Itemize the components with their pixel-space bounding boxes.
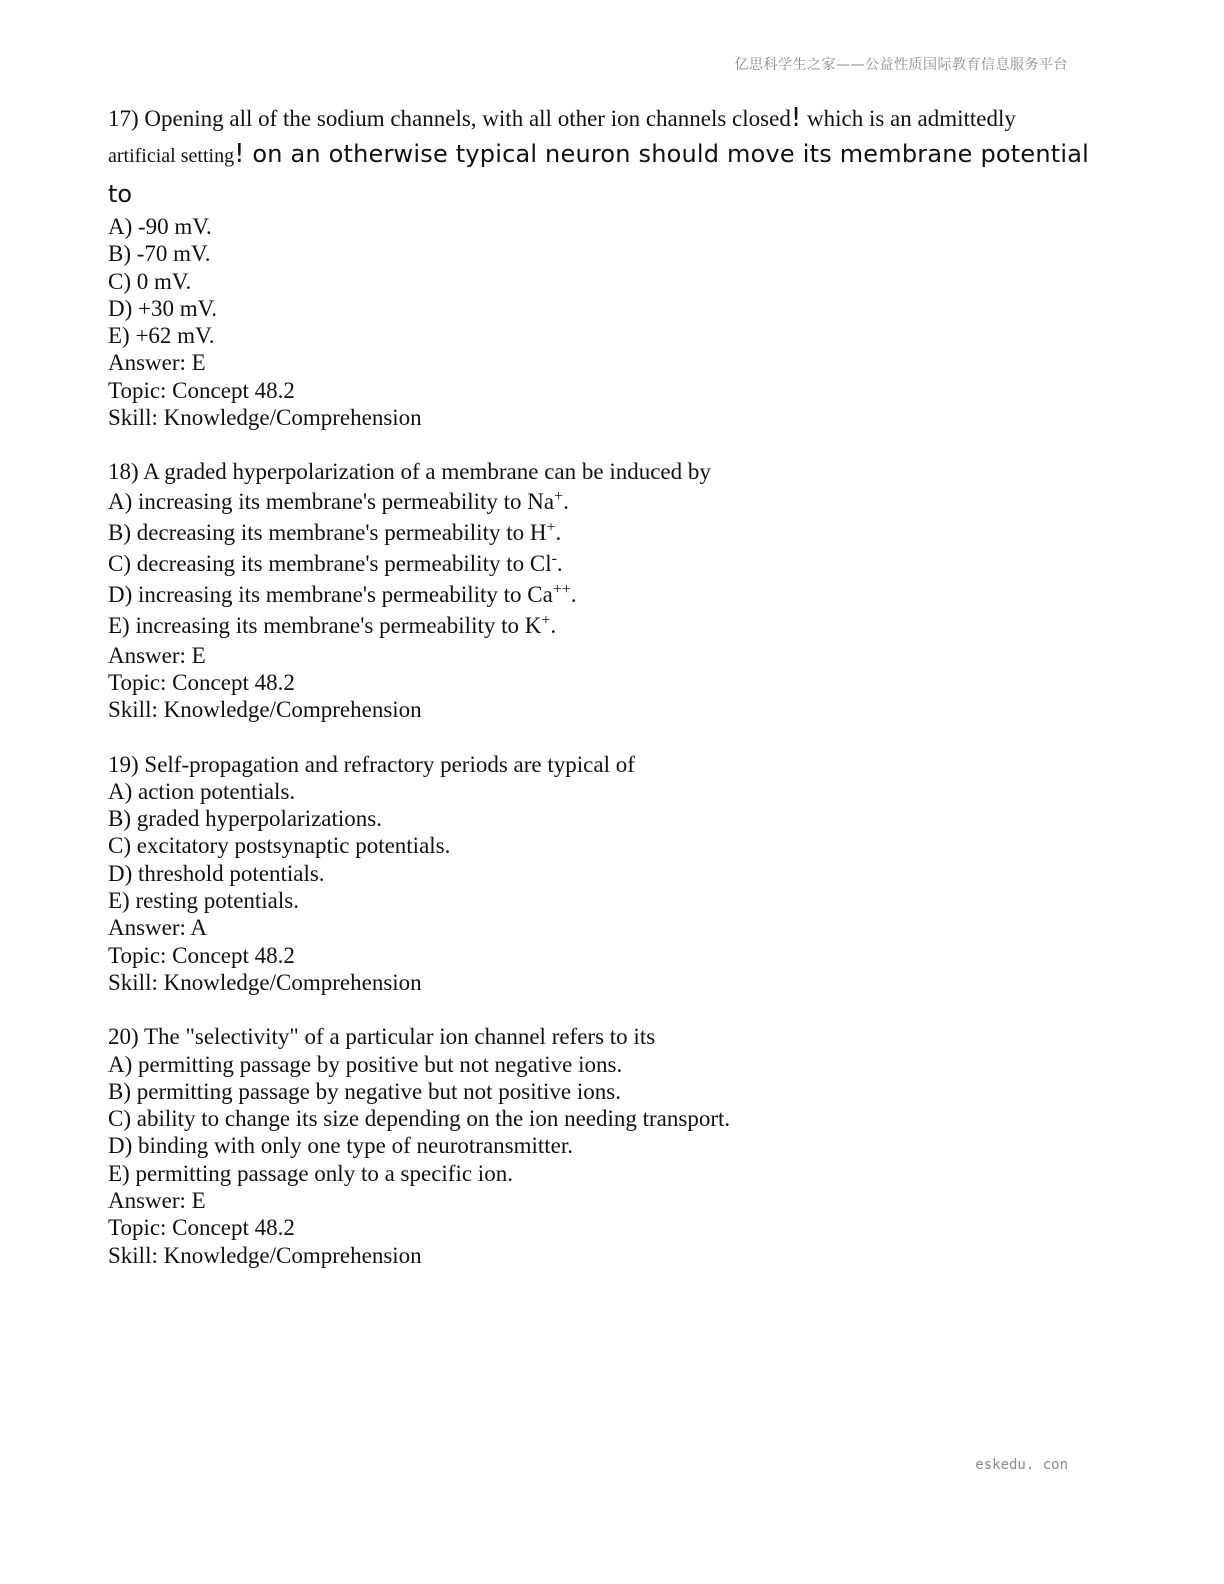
answer: Answer: A: [108, 915, 208, 941]
question-17-stem-text-3: artificial setting: [108, 145, 235, 167]
question-17-stem-line-2: [108, 135, 1108, 175]
topic: Topic: Concept 48.2: [108, 942, 295, 968]
question-17-stem-text-4: on an otherwise typical neuron should move its membrane potential: [244, 140, 1090, 168]
option-e: E) resting potentials.: [108, 888, 299, 914]
option-a: A) action potentials.: [108, 778, 296, 804]
question-17: [108, 102, 1108, 431]
question-20-stem: 20) The "selectivity" of a particular ion channel refers to its: [108, 1024, 656, 1050]
option-e: E) +62 mV.: [108, 323, 215, 349]
option-c: [108, 548, 1108, 579]
question-17-stem-line-3: to: [108, 180, 133, 208]
answer: Answer: E: [108, 642, 206, 668]
question-18-stem: 18) A graded hyperpolarization of a membrane can be induced by: [108, 459, 711, 485]
ion-charge: -: [551, 550, 557, 568]
option-e: E) permitting passage only to a specific ion.: [108, 1160, 513, 1186]
topic: Topic: Concept 48.2: [108, 1215, 295, 1241]
option-text: C) decreasing its membrane's permeability to Cl: [108, 551, 552, 577]
option-c: C) excitatory postsynaptic potentials.: [108, 833, 451, 859]
option-end: .: [555, 519, 562, 545]
option-d: D) threshold potentials.: [108, 860, 325, 886]
option-end: .: [563, 488, 569, 514]
answer: Answer: E: [108, 350, 206, 376]
option-e: [108, 610, 1108, 641]
option-text: B) decreasing its membrane's permeability to H: [108, 519, 547, 545]
ion-charge: +: [554, 487, 564, 505]
question-19-stem: 19) Self-propagation and refractory periods are typical of: [108, 751, 635, 777]
option-a: A) permitting passage by positive but not negative ions.: [108, 1051, 623, 1077]
question-17-stem-text-2: which is an admittedly: [801, 106, 1016, 131]
skill: Skill: Knowledge/Comprehension: [108, 969, 422, 995]
option-b: B) -70 mV.: [108, 241, 211, 267]
page-header: 亿思科学生之家——公益性质国际教育信息服务平台: [734, 57, 1068, 73]
option-b: B) graded hyperpolarizations.: [108, 806, 382, 832]
option-c: C) ability to change its size depending on the ion needing transport.: [108, 1106, 731, 1132]
option-end: .: [550, 613, 557, 639]
question-list: [108, 102, 1108, 1296]
question-18: [108, 458, 1108, 723]
topic: Topic: Concept 48.2: [108, 377, 295, 403]
option-text: A) increasing its membrane's permeability to Na: [108, 488, 555, 514]
option-a: A) -90 mV.: [108, 214, 212, 239]
option-end: .: [556, 551, 563, 577]
option-d: D) +30 mV.: [108, 295, 218, 321]
skill: Skill: Knowledge/Comprehension: [108, 405, 422, 431]
option-a: [108, 486, 1108, 517]
skill: Skill: Knowledge/Comprehension: [108, 1242, 422, 1268]
question-19: [108, 751, 1108, 997]
option-text: D) increasing its membrane's permeability to Ca: [108, 582, 553, 608]
option-d: D) binding with only one type of neurotransmitter.: [108, 1133, 574, 1159]
option-text: E) increasing its membrane's permeability to K: [108, 613, 542, 639]
option-c: C) 0 mV.: [108, 268, 192, 294]
topic: Topic: Concept 48.2: [108, 669, 295, 695]
page-footer: eskedu. con: [975, 1457, 1068, 1473]
option-b: [108, 517, 1108, 548]
exclamation-mark: !: [790, 103, 802, 133]
question-20: [108, 1023, 1108, 1269]
exclamation-mark: !: [234, 139, 245, 169]
option-end: .: [570, 582, 577, 608]
question-17-stem-text-1: 17) Opening all of the sodium channels, with all other ion channels closed: [108, 106, 791, 131]
answer: Answer: E: [108, 1188, 206, 1214]
ion-charge: +: [546, 518, 556, 536]
ion-charge: +: [541, 612, 551, 630]
question-17-stem-line-1: [108, 102, 1108, 135]
skill: Skill: Knowledge/Comprehension: [108, 697, 422, 723]
ion-charge: ++: [552, 581, 571, 599]
option-d: [108, 579, 1108, 610]
option-b: B) permitting passage by negative but not positive ions.: [108, 1078, 621, 1104]
